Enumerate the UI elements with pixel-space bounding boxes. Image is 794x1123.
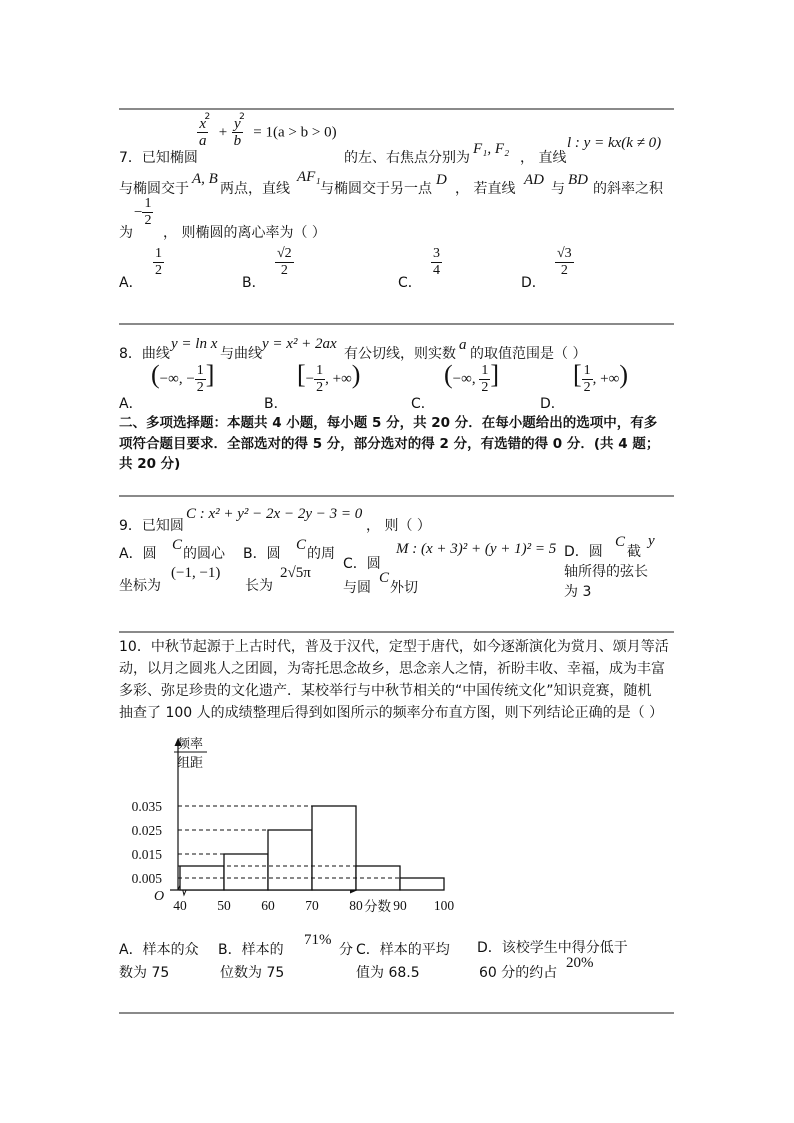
q9-number: 9． (119, 518, 142, 534)
ad-label: AD (524, 172, 544, 188)
q10-text: 抽查了 100 人的成绩整理后得到如图所示的频率分布直方图，则下列结论正确的是（ ） (119, 705, 664, 721)
q7-text: 的左、右焦点分别为 (344, 150, 470, 166)
x-tick-label: 50 (217, 898, 231, 913)
x-tick-label: 100 (433, 898, 455, 913)
q7-text: 的斜率之积 (593, 181, 663, 197)
af1-label: AF₁ (297, 169, 321, 185)
divider (119, 108, 674, 110)
curve1-equation: y = ln x (171, 336, 218, 352)
q7-text: ， 若直线 (455, 181, 516, 197)
chart-bars (180, 806, 444, 890)
x-tick-label: 40 (173, 898, 187, 913)
histogram-bar (224, 854, 268, 890)
divider (119, 631, 674, 633)
y-axis-label: 组距 (176, 755, 204, 770)
ellipse-equation: $\frac{x}{a}$ $^2$ + $\frac{y}{b}$ $^2$ = 1(a > b > 0) (199, 111, 337, 149)
line-equation: l : y = kx(k ≠ 0) (567, 135, 662, 151)
q8-text: 的取值范围是（ ） (470, 346, 587, 362)
q8-text: 与曲线 (220, 346, 262, 362)
q7-text: 已知椭圆 (141, 150, 198, 166)
origin-label: O (154, 889, 165, 904)
slope-product: − $\frac{1}{2}$ (134, 196, 152, 228)
q7-text: ， 则椭圆的离心率为（ ） (163, 225, 326, 241)
point-d-label: D (436, 172, 447, 188)
x-tick-label: 70 (305, 898, 319, 913)
x-tick-label: 80 (349, 898, 363, 913)
q7-text: 与椭圆交于 (119, 181, 189, 197)
bd-label: BD (568, 172, 588, 188)
histogram-bar (400, 878, 444, 890)
q7-text: 与椭圆交于另一点 (320, 181, 432, 197)
points-label: A, B (192, 171, 218, 187)
a-label: a (459, 337, 467, 353)
histogram-bar (312, 806, 356, 890)
histogram-bar (268, 830, 312, 890)
circle-equation: C : x² + y² − 2x − 2y − 3 = 0 (186, 506, 363, 522)
frequency-histogram (110, 728, 455, 920)
x-axis-label: 分数 (364, 899, 391, 914)
q10-text: 动，以月之圆兆人之团圆，为寄托思念故乡，思念亲人之情，祈盼丰收、幸福，成为丰富 (119, 661, 665, 677)
y-tick-label: 0.035 (131, 799, 162, 814)
q7-number: 7． (119, 150, 142, 166)
q7-text: 两点，直线 (220, 181, 290, 197)
x-tick-label: 90 (393, 898, 407, 913)
y-tick-label: 0.025 (131, 823, 162, 838)
q8-number: 8． (119, 346, 142, 362)
q10-text: 多彩、弥足珍贵的文化遗产．某校举行与中秋节相关的“中国传统文化”知识竞赛，随机 (119, 683, 652, 699)
y-axis-label: 频率 (176, 736, 204, 751)
q9-text: ， 则（ ） (366, 518, 431, 534)
divider (119, 495, 674, 497)
divider (119, 1012, 674, 1014)
foci-label: F₁, F₂ (473, 141, 510, 157)
q7-text: ， 直线 (520, 150, 567, 166)
q10-text: 10．中秋节起源于上古时代，普及于汉代，定型于唐代，如今逐渐演化为赏月、颂月等活 (119, 639, 669, 655)
q7-text: 为 (119, 225, 133, 241)
q8-text: 有公切线，则实数 (344, 346, 456, 362)
x-tick-label: 60 (261, 898, 275, 913)
q7-text: 与 (551, 181, 565, 197)
y-tick-label: 0.005 (131, 871, 162, 886)
curve2-equation: y = x² + 2ax (262, 336, 337, 352)
divider (119, 323, 674, 325)
y-tick-label: 0.015 (131, 847, 162, 862)
